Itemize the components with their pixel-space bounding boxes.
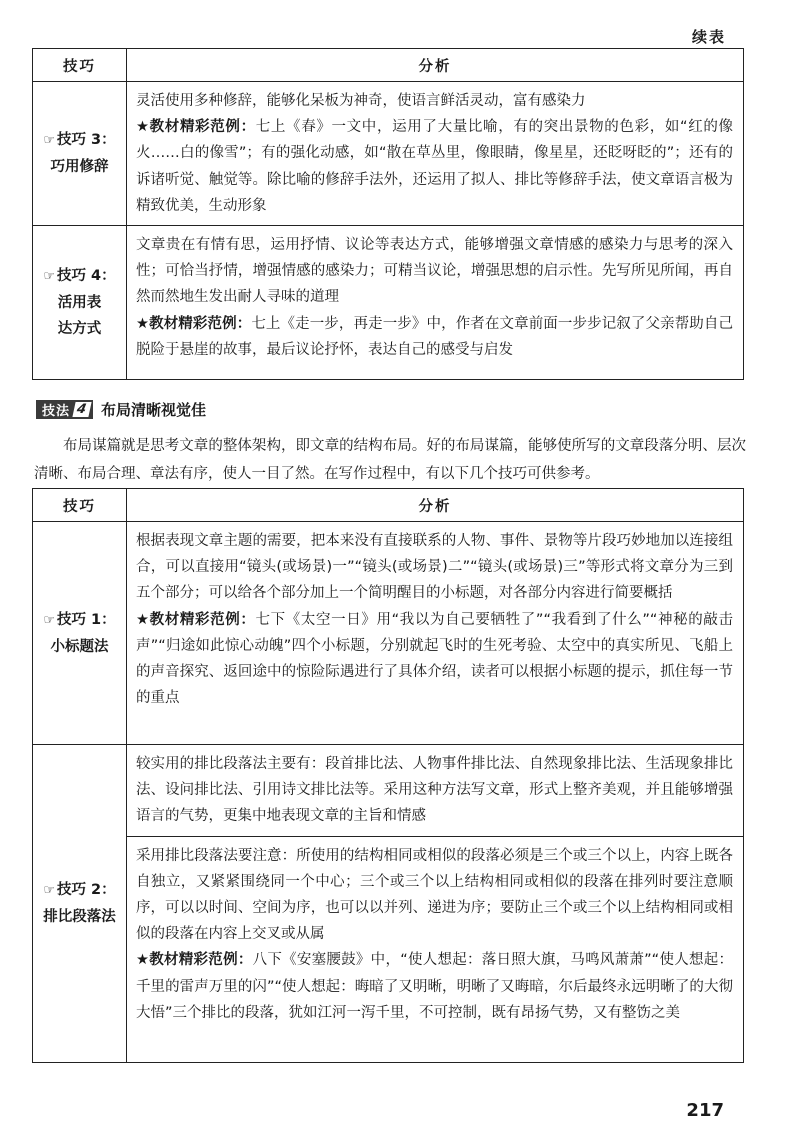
technique-cell (33, 522, 127, 745)
section-badge (36, 400, 93, 419)
continued-label: 续表 (691, 28, 726, 46)
example-text: 七上《走一步，再走一步》中，作者在文章前面一步步记叙了父亲帮助自己脱险于悬崖的故事，最后议论抒怀，表达自己的感受与启发 (136, 315, 734, 358)
example-text: 八下《安塞腰鼓》中，“使人想起：落日照大旗，马鸣风萧萧”“使人想起：千里的雷声万里的闪”“使人想起：晦暗了又明晰，明晰了又晦暗，尔后最终永远明晰了的大彻大悟”三个排比的段落，犹如江河一泻千里，不可控制，既有昂扬气势，又有整饬之美 (136, 952, 733, 1021)
technique-name: 排比段落法 (43, 909, 116, 925)
technique-cell (33, 745, 127, 1063)
divider (127, 836, 743, 837)
badge-number: 4 (72, 402, 91, 417)
table-row (33, 522, 744, 745)
hand-pointer-icon: ☞ (43, 612, 55, 628)
header-technique: 技巧 (33, 489, 127, 522)
table-header-row (33, 489, 744, 522)
technique-cell (33, 226, 127, 380)
technique-name: 活用表 (57, 295, 102, 312)
example-text: 七下《太空一日》用“我以为自己要牺牲了”“我看到了什么”“神秘的敲击声”“归途如此惊心动魄”四个小标题，分别就起飞时的生死考验、太空中的真实所见、飞船上的声音探究、返回途中的惊险际遇进行了具体介绍，读者可以根据小标题的提示，抓住每一节的重点 (136, 611, 733, 707)
analysis-cell (127, 82, 744, 226)
table-row (33, 745, 744, 1063)
technique-label: 技巧 2： (57, 882, 116, 898)
hand-pointer-icon: ☞ (43, 883, 55, 898)
technique-label: 技巧 4： (57, 268, 116, 285)
table-header-row (33, 49, 744, 82)
table-row (33, 82, 744, 226)
example-paragraph (136, 114, 733, 219)
example-label: ★教材精彩范例： (136, 315, 252, 332)
header-analysis: 分析 (127, 49, 744, 82)
example-label: ★教材精彩范例： (136, 611, 256, 628)
header-technique: 技巧 (33, 49, 127, 82)
analysis-paragraph: 文章贵在有情有思，运用抒情、议论等表达方式，能够增强文章情感的感染力与思考的深入性；可恰当抒情，增强情感的感染力；可精当议论，增强思想的启示性。先写所见所闻，再自然而然地生发出耐人寻味的道理 (136, 237, 733, 306)
table-row (33, 226, 744, 380)
techniques-table-2 (32, 488, 744, 1063)
analysis-cell (127, 522, 744, 745)
analysis-paragraph: 根据表现文章主题的需要，把本来没有直接联系的人物、事件、景物等片段巧妙地加以连接组合，可以直接用“镜头(或场景)一”“镜头(或场景)二”“镜头(或场景)三”等形式将文章分为三到五个部分；可以给各个部分加上一个简明醒目的小标题，对各部分内容进行简要概括 (136, 533, 733, 602)
example-label: ★教材精彩范例： (136, 119, 256, 136)
analysis-cell (127, 745, 744, 1063)
page-number: 217 (686, 1100, 724, 1121)
analysis-paragraph: 灵活使用多种修辞，能够化呆板为神奇，使语言鲜活灵动，富有感染力 (136, 93, 586, 109)
example-paragraph (136, 607, 733, 712)
analysis-paragraph: 采用排比段落法要注意：所使用的结构相同或相似的段落必须是三个或三个以上，内容上既各自独立，又紧紧围绕同一个中心；三个或三个以上结构相同或相似的段落在排列时要注意顺序，可以以时间、空间为序，也可以以并列、递进为序；要防止三个或三个以上结构相同或相似的段落在内容上交叉或从属 (136, 847, 733, 943)
example-paragraph (136, 311, 733, 363)
example-label: ★教材精彩范例： (136, 952, 253, 969)
technique-name: 巧用修辞 (50, 159, 109, 175)
header-analysis: 分析 (127, 489, 744, 522)
badge-label: 技法 (42, 404, 71, 419)
section-intro: 布局谋篇就是思考文章的整体架构，即文章的结构布局。好的布局谋篇，能够使所写的文章段落分明、层次清晰、布局合理、章法有序，使人一目了然。在写作过程中，有以下几个技巧可供参考。 (34, 438, 746, 482)
technique-label: 技巧 3： (57, 132, 116, 148)
example-paragraph (136, 947, 733, 1026)
techniques-table-1 (32, 48, 744, 380)
technique-cell (33, 82, 127, 226)
hand-pointer-icon: ☞ (43, 133, 55, 148)
technique-label: 技巧 1： (57, 611, 116, 628)
example-text: 七上《春》一文中，运用了大量比喻，有的突出景物的色彩，如“红的像火……白的像雪”；有的强化动感，如“散在草丛里，像眼睛，像星星，还眨呀眨的”；还有的诉诸听觉、触觉等。除比喻的修辞手法外，还运用了拟人、排比等修辞手法，使文章语言极为精致优美，生动形象 (136, 119, 734, 214)
section-title: 布局清晰视觉佳 (101, 401, 207, 419)
technique-name-cont: 达方式 (57, 321, 102, 338)
section-heading (36, 399, 206, 420)
analysis-cell (127, 226, 744, 380)
analysis-paragraph: 较实用的排比段落法主要有：段首排比法、人物事件排比法、自然现象排比法、生活现象排比法、设问排比法、引用诗文排比法等。采用这种方法写文章，形式上整齐美观，并且能够增强语言的气势，更集中地表现文章的主旨和情感 (136, 756, 733, 825)
technique-name: 小标题法 (50, 638, 109, 655)
hand-pointer-icon: ☞ (43, 269, 55, 285)
